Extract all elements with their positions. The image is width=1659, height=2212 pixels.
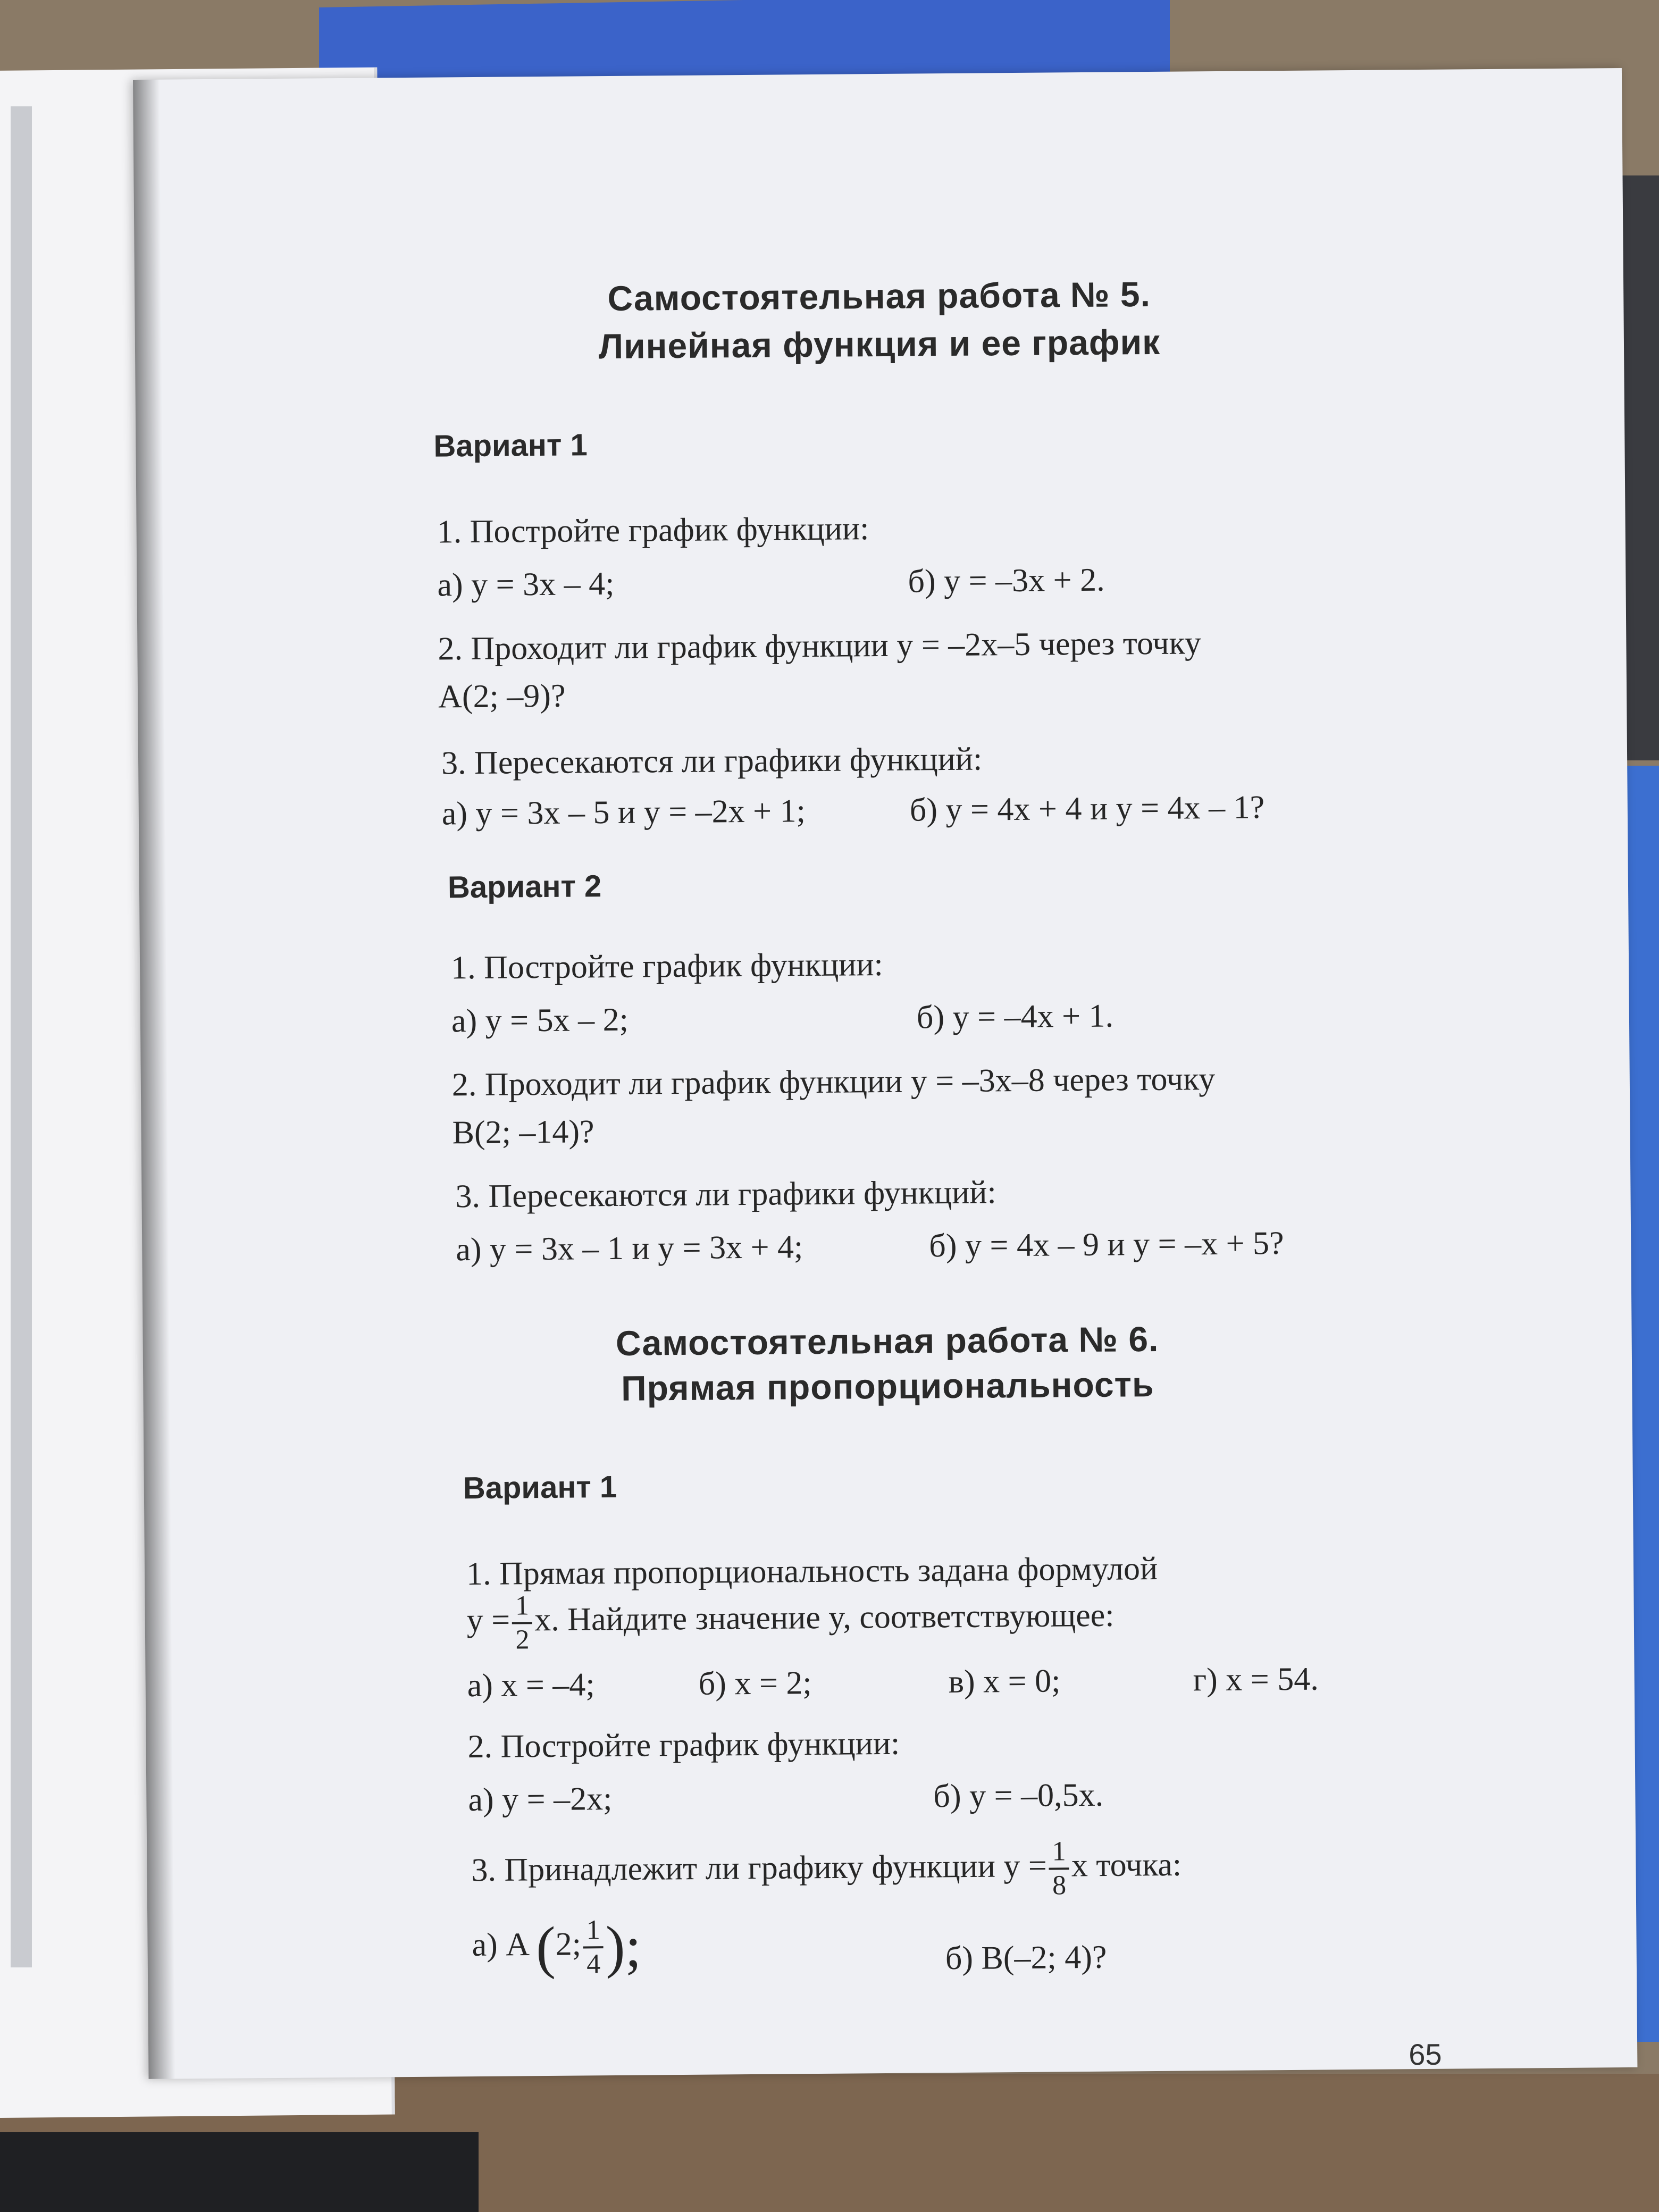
work5-v1-task3: 3. Пересекаются ли графики функций: (441, 741, 983, 782)
work5-variant2-label: Вариант 2 (447, 869, 602, 905)
work6-v1-task1-formula (466, 1588, 1115, 1655)
work5-v1-task2-point: A(2; –9)? (438, 677, 566, 715)
dark-object (0, 2132, 479, 2212)
point-a-x: 2; (555, 1926, 582, 1963)
sheet-edge-shadow (11, 106, 32, 1967)
work5-title-line1: Самостоятельная работа № 5. (607, 274, 1151, 319)
work5-v2-task3: 3. Пересекаются ли графики функций: (455, 1174, 996, 1215)
work5-v1-task3a: а) y = 3x – 5 и y = –2x + 1; (441, 793, 806, 832)
fraction-quarter: $\frac{1}{4}$ (583, 1916, 604, 1978)
task3-rest: x точка: (1071, 1846, 1182, 1884)
work5-v1-task1b: б) y = –3x + 2. (908, 562, 1105, 600)
work5-v1-task1a: а) y = 3x – 4; (437, 565, 615, 604)
work6-v1-task3b: б) B(–2; 4)? (945, 1939, 1107, 1977)
point-a-label: а) A (472, 1926, 528, 1963)
work6-v1-task2: 2. Постройте график функции: (467, 1725, 900, 1765)
work5-v2-task1a: а) y = 5x – 2; (451, 1001, 629, 1040)
work5-title-line2: Линейная функция и ее график (598, 322, 1161, 366)
worksheet-page (133, 68, 1637, 2079)
work6-v1-task2b: б) y = –0,5x. (933, 1777, 1104, 1815)
close-paren: ); (605, 1914, 642, 1980)
page-number: 65 (1408, 2037, 1442, 2072)
formula-lead: y = (466, 1602, 510, 1639)
open-paren: ( (535, 1914, 556, 1980)
fraction-half: $\frac{1}{2}$ (512, 1592, 533, 1654)
work5-variant1-label: Вариант 1 (433, 428, 588, 464)
work6-title-line2: Прямая пропорциональность (621, 1364, 1154, 1408)
formula-rest: x. Найдите значение y, соответствующее: (534, 1597, 1115, 1638)
work6-v1-task1d: г) x = 54. (1193, 1661, 1319, 1698)
work5-v2-task1: 1. Постройте график функции: (450, 946, 883, 986)
work5-v2-task2: 2. Проходит ли график функции y = –3x–8 через точку (451, 1061, 1216, 1103)
work6-title-line1: Самостоятельная работа № 6. (615, 1319, 1159, 1363)
work5-v2-task3b: б) y = 4x – 9 и y = –x + 5? (929, 1225, 1284, 1264)
task3-lead: 3. Принадлежит ли графику функции y = (471, 1847, 1048, 1889)
work6-v1-task1a: а) x = –4; (467, 1666, 595, 1704)
work5-v2-task3a: а) y = 3x – 1 и y = 3x + 4; (456, 1229, 803, 1268)
work6-v1-task1c: в) x = 0; (948, 1663, 1061, 1700)
work6-variant1-label: Вариант 1 (463, 1469, 617, 1506)
work5-v1-task2: 2. Проходит ли график функции y = –2x–5 через точку (438, 625, 1202, 667)
work6-v1-task1: 1. Прямая пропорциональность задана формулой (466, 1550, 1158, 1593)
work6-v1-task3a (472, 1913, 642, 1982)
work5-v1-task1: 1. Постройте график функции: (437, 510, 869, 550)
work6-v1-task1b: б) x = 2; (698, 1665, 812, 1702)
work5-v1-task3b: б) y = 4x + 4 и y = 4x – 1? (909, 789, 1265, 828)
work5-v2-task2-point: B(2; –14)? (452, 1113, 594, 1151)
work5-v2-task1b: б) y = –4x + 1. (916, 998, 1114, 1036)
work6-v1-task3 (471, 1837, 1182, 1904)
work6-v1-task2a: а) y = –2x; (468, 1781, 613, 1819)
fraction-eighth: $\frac{1}{8}$ (1049, 1838, 1069, 1899)
